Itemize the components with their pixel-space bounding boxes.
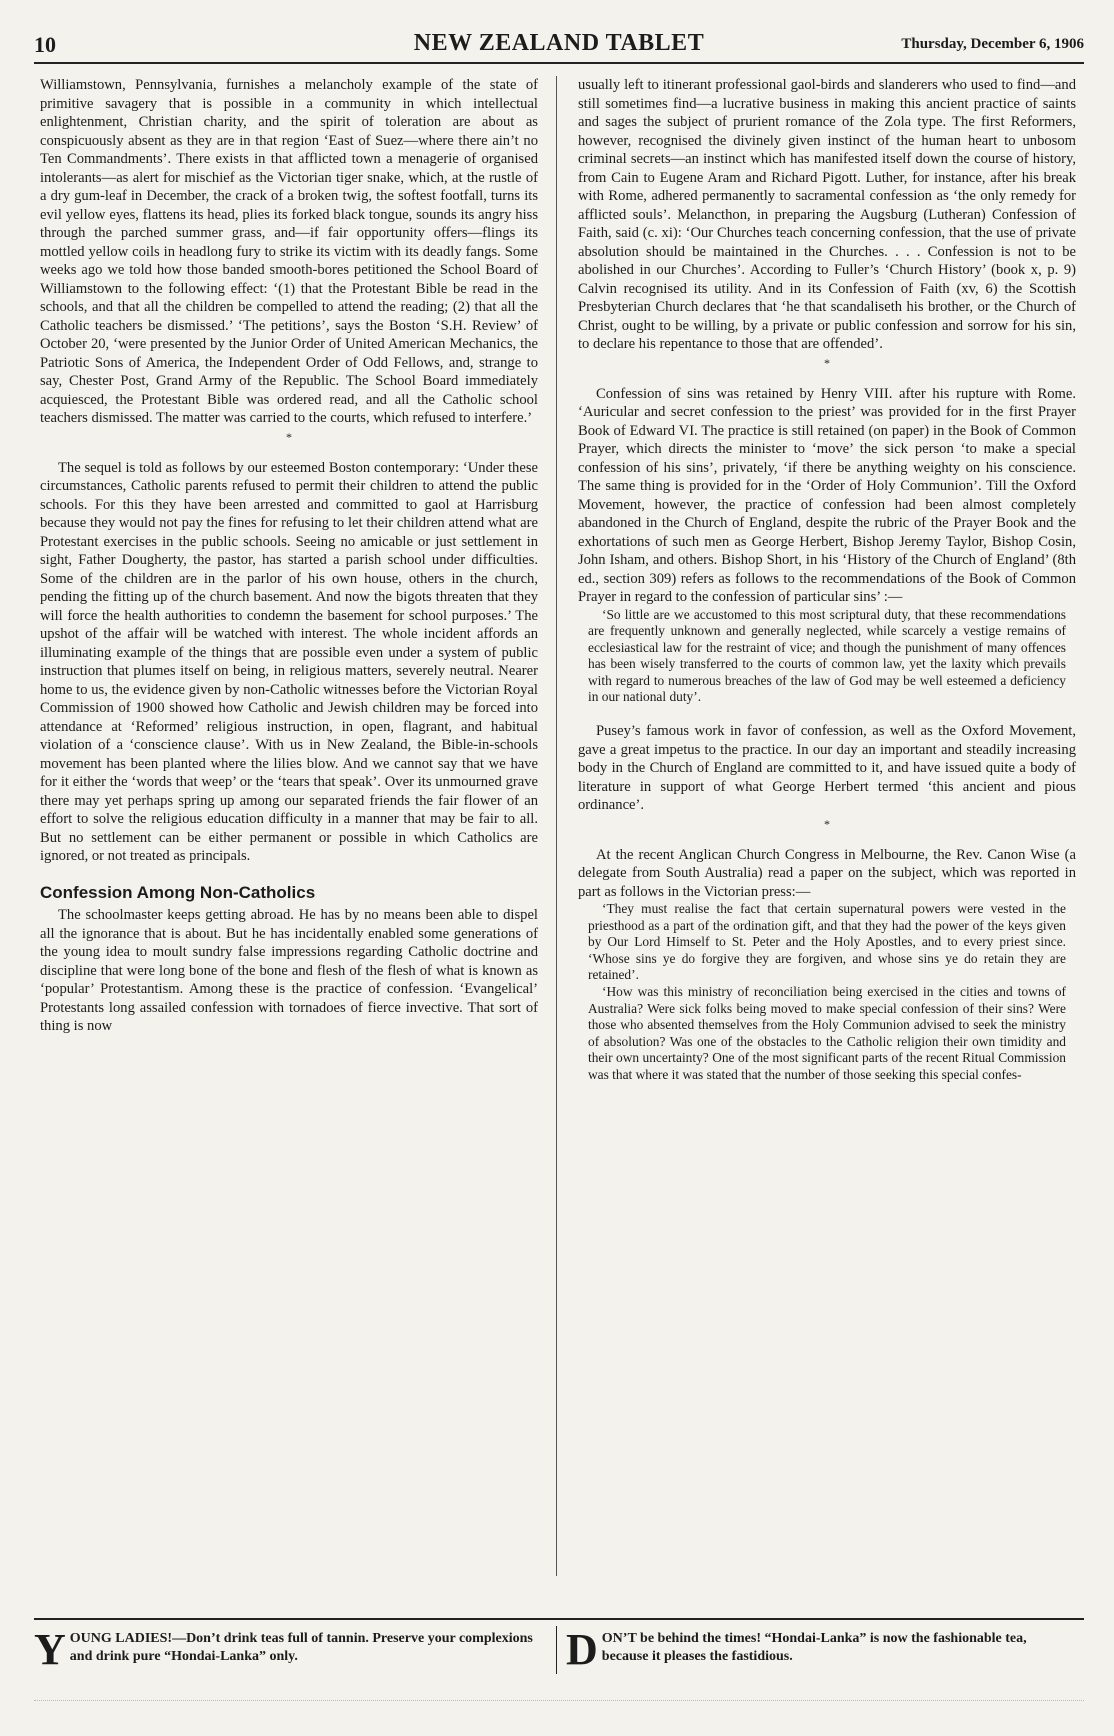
section-separator: * <box>824 816 830 831</box>
congress-paragraph: At the recent Anglican Church Congress in Melbourne, the Rev. Canon Wise (a delegate from South Australia) read a paper on the subject, which was reported in part as follows in the Victorian press:— <box>578 846 1076 900</box>
column-divider <box>556 76 557 1576</box>
advertisement-text: OUNG LADIES!—Don’t drink teas full of tannin. Preserve your complexions and drink pure “Hondai-Lanka” only. <box>69 1631 533 1664</box>
page-header <box>34 32 1084 64</box>
drop-cap: Y <box>34 1625 66 1674</box>
section-separator: * <box>286 429 292 444</box>
schoolmaster-paragraph: The schoolmaster keeps getting abroad. He has by no means been able to dispel all the ignorance that is about. But he has incidentally enabled some generations of the young idea to moult sundry false impressions regarding Catholic doctrine and discipline that were long bone of the bone and flesh of the flesh of what is known as ‘popular’ Protestantism. Among these is the practice of confession. ‘Evangelical’ Protestants long assailed confession with tornadoes of fierce invective. That sort of thing is now <box>40 907 538 1034</box>
williamstown-paragraph: Williamstown, Pennsylvania, furnishes a melancholy example of the state of primitive savagery that is possible in a community in which intellectual enlightenment, Christian charity, and the spirit of toleration are about as conspicuously absent as they are in that region ‘East of Suez—where there ain’t no Ten Commandments’. There exists in that afflicted town a menagerie of organised intolerants—as alert for mischief as the Victorian tiger snake, which, at the rustle of a dry gum-leaf in December, the crack of a broken twig, the softest footfall, turns its evil yellow eyes, flattens its head, plies its forked black tongue, sounds its angry hiss through the parched summer grass, and—if fair opportunity offers—flings its mottled yellow coils in headlong fury to strike its victim with its deadly fangs. Some weeks ago we told how those banded smooth-bores petitioned the School Board of Williamstown to the following effect: ‘(1) that the Protestant Bible be read in the schools, and that all the children be compelled to attend the reading; (2) that all the Catholic teachers be dismissed.’ ‘The petitions’, says the Boston ‘S.H. Review’ of October 20, ‘were presented by the Junior Order of United American Mechanics, the Patriotic Sons of America, the Independent Order of Odd Fellows, and, strange to say, Chester Post, Grand Army of the Republic. The School Board immediately acquiesced, the Protestant Bible was ordered read, and all the Catholic school teachers dismissed. The matter was carried to the courts, which refused to interfere.’ <box>40 77 538 426</box>
advertisement-divider <box>556 1626 557 1674</box>
section-heading: Confession Among Non-Catholics <box>40 882 316 902</box>
bottom-margin <box>34 1700 1084 1711</box>
footer-rule <box>34 1618 1084 1620</box>
section-separator: * <box>824 355 830 370</box>
sequel-paragraph: The sequel is told as follows by our esteemed Boston contemporary: ‘Under these circumstances, Catholic parents refused to permit their children to attend the public schools. For this they have been arrested and committed to gaol at Harrisburg because they would not pay the fines for refusing to let their children attend what are Protestant exercises in the public schools. Seeing no amicable or just settlement in sight, Father Dougherty, the pastor, has started a parish school under difficulties. Some of the children are in the parlor of his own house, others in the church, pending the fitting up of the church basement. And now the bigots threaten that they will force the health authorities to condemn the basement for school purposes.’ The upshot of the affair will be watched with interest. The whole incident affords an illuminating example of the things that are possible even under a system of public instruction that plumes itself on being, in religious matters, severely neutral. Nearer home to us, the evidence given by non-Catholic witnesses before the Victorian Royal Commission of 1900 showed how Catholic and Jewish children may be forced into attendance at ‘Reformed’ religious instruction, in open, flagrant, and habitual violation of a ‘conscience clause’. With us in New Zealand, the Bible-in-schools movement has been planted where the lilies blow. And we cannot say that we have for it either the ‘words that weep’ or the ‘tears that speak’. Over its unmourned grave there may yet perhaps spring up among our separated friends the fair flower of an effort to solve the religious education difficulty in a manner that may be fair to all. But no settlement can be either permanent or possible in which Catholics are ignored, or not treated as principals. <box>40 459 538 864</box>
canon-wise-quote-2: ‘How was this ministry of reconciliation being exercised in the cities and towns of Australia? Were sick folks being moved to make special confession of their sins? Were those who absented themselves from the Holy Communion advised to seek the ministry of absolution? Was one of the obstacles to the Catholic religion their own timidity and their own uncertainty? One of the most significant parts of the recent Ritual Commission was that where it was stated that the number of those seeking this special confes- <box>588 984 1066 1082</box>
canon-wise-quote-1: ‘They must realise the fact that certain supernatural powers were vested in the priesthood as a part of the ordination gift, and that they had the power of the keys given by Our Lord Himself to St. Peter and the Holy Apostles, and to every priest since. ‘Whose sins ye do forgive they are forgiven, and whose sins ye do retain they are retained’. <box>588 901 1066 983</box>
reformers-paragraph: usually left to itinerant professional gaol-birds and slanderers who used to find—and still sometimes find—a lucrative business in making this ancient practice of saints and sages the subject of prurient romance of the Zola type. The first Reformers, however, recognised the divinely given instinct of the human heart to unbosom criminal secrets—an instinct which has manifested itself down the course of history, from Cain to Eugene Aram and Richard Pigott. Luther, for instance, after his break with Rome, adhered permanently to sacramental confession as ‘the only remedy for afflicted souls’. Melancthon, in preparing the Augsburg (Lutheran) Confession of Faith, said (c. xi): ‘Our Churches teach concerning confession, that the use of private absolution should be maintained in the Churches. . . . Confession is not to be abolished in our Churches’. According to Fuller’s ‘Church History’ (book x, p. 9) Calvin recognised its utility. And in its Confession of Faith (xv, 6) the Scottish Presbyterian Church declares that ‘he that scandaliseth his brother, or the Church of Christ, ought to be willing, by a private or public confession and sorrow for his sin, to declare his repentance to those that are offended’. <box>578 77 1076 352</box>
issue-date: Thursday, December 6, 1906 <box>901 36 1084 52</box>
henry-viii-paragraph: Confession of sins was retained by Henry VIII. after his rupture with Rome. ‘Auricular and secret confession to the priest’ was provided for in the first Prayer Book of Edward VI. The practice is still retained (on paper) in the Book of Common Prayer, which directs the minister to ‘move’ the sick person ‘to make a special confession of his sins’, privately, ‘if there be anything weighty on his conscience. The same thing is provided for in the ‘Order of Holy Communion’. Till the Oxford Movement, however, the practice of confession had been almost completely abandoned in the Church of England, despite the rubric of the Prayer Book and the exhortations of such men as George Herbert, Bishop Jeremy Taylor, Bishop Cosin, John Isham, and others. Bishop Short, in his ‘History of the Church of England’ (8th ed., section 309) refers as follows to the recommendations of the Book of Common Prayer in regard to the confession of particular sins’ :— <box>578 385 1076 605</box>
page-number: 10 <box>34 32 56 57</box>
publication-title: NEW ZEALAND TABLET <box>413 30 705 56</box>
advertisement-left <box>34 1625 544 1674</box>
advertisement-text: ON’T be behind the times! “Hondai-Lanka” is now the fashionable tea, because it pleases the fastidious. <box>601 1631 1027 1664</box>
right-column <box>578 76 1076 1586</box>
bishop-short-quote: ‘So little are we accustomed to this most scriptural duty, that these recommendations are frequently unknown and generally neglected, while scarcely a vestige remains of ecclesiastical law for the restraint of vice; and though the punishment of many offences has been wisely transferred to the courts of common law, yet the laxity which prevails with regard to numerous breaches of the law of God may be well esteemed a deficiency in our national duty’. <box>588 606 1066 705</box>
drop-cap: D <box>566 1625 598 1674</box>
left-column <box>40 76 538 1586</box>
pusey-paragraph: Pusey’s famous work in favor of confession, as well as the Oxford Movement, gave a great impetus to the practice. In our day an important and steadily increasing body in the Church of England are committed to it, and have issued quite a body of literature in support of what George Herbert termed ‘this ancient and pious ordinance’. <box>578 723 1076 814</box>
advertisement-right <box>566 1625 1076 1674</box>
